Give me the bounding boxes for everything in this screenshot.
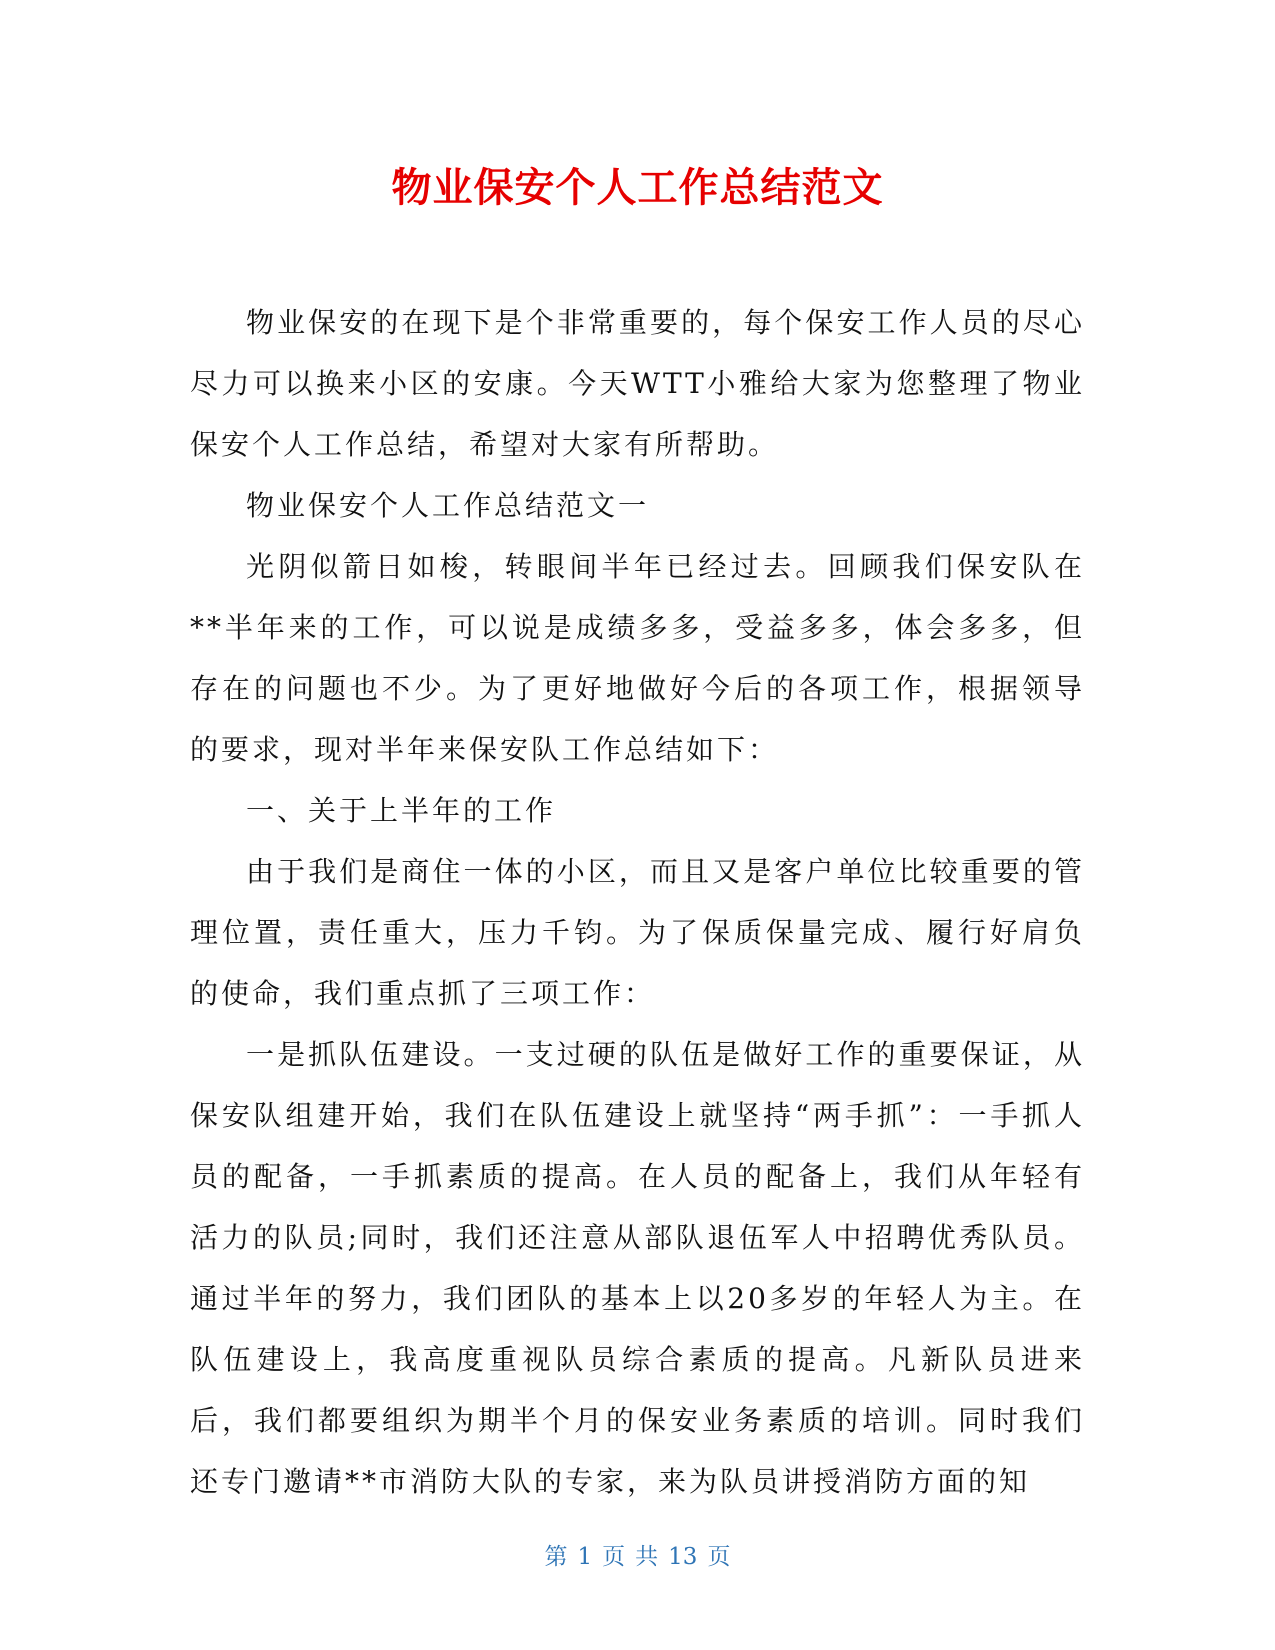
footer-suffix: 页 [707, 1544, 731, 1570]
paragraph-subheading: 一、关于上半年的工作 [246, 794, 557, 827]
page-footer [0, 1542, 1275, 1572]
paragraph-background: 由于我们是商住一体的小区，而且又是客户单位比较重要的管理位置，责任重大，压力千钧。为了保质保量完成、履行好肩负的使命，我们重点抓了三项工作： [190, 855, 1085, 1010]
footer-total-word: 共 [635, 1544, 659, 1570]
paragraph-intro: 物业保安的在现下是个非常重要的，每个保安工作人员的尽心尽力可以换来小区的安康。今天WTT小雅给大家为您整理了物业保安个人工作总结，希望对大家有所帮助。 [190, 306, 1085, 461]
document-body [190, 292, 1085, 1512]
footer-current-page: 1 [577, 1544, 593, 1570]
paragraph-opening: 光阴似箭日如梭，转眼间半年已经过去。回顾我们保安队在**半年来的工作，可以说是成绩多多，受益多多，体会多多，但存在的问题也不少。为了更好地做好今后的各项工作，根据领导的要求，现对半年来保安队工作总结如下： [190, 550, 1085, 766]
footer-total-pages: 13 [668, 1544, 698, 1570]
document-title: 物业保安个人工作总结范文 [391, 165, 884, 211]
paragraph-team-building: 一是抓队伍建设。一支过硬的队伍是做好工作的重要保证，从保安队组建开始，我们在队伍建设上就坚持“两手抓”：一手抓人员的配备，一手抓素质的提高。在人员的配备上，我们从年轻有活力的队员;同时，我们还注意从部队退伍军人中招聘优秀队员。通过半年的努力，我们团队的基本上以20多岁的年轻人为主。在队伍建设上，我高度重视队员综合素质的提高。凡新队员进来后，我们都要组织为期半个月的保安业务素质的培训。同时我们还专门邀请**市消防大队的专家，来为队员讲授消防方面的知 [190, 1038, 1085, 1498]
paragraph-section-heading: 物业保安个人工作总结范文一 [246, 489, 650, 522]
footer-prefix: 第 [544, 1544, 568, 1570]
footer-page-word: 页 [602, 1544, 626, 1570]
